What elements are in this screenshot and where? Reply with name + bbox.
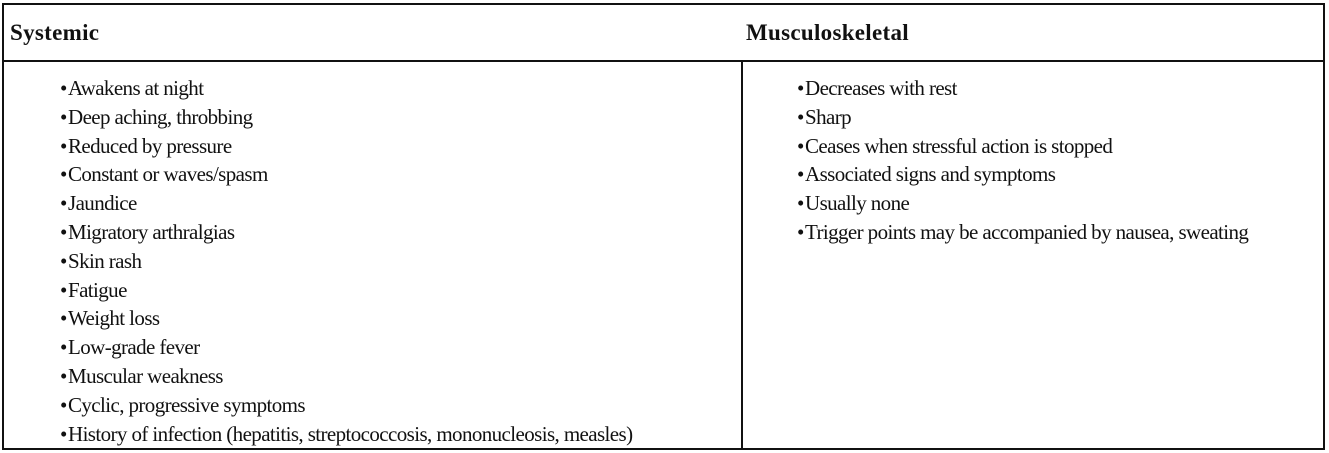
list-item bbox=[60, 218, 632, 247]
list-item bbox=[60, 391, 632, 420]
bullet-icon: • bbox=[60, 104, 67, 129]
list-item bbox=[60, 247, 632, 276]
list-item bbox=[60, 362, 632, 391]
list-item bbox=[60, 132, 632, 161]
bullet-icon: • bbox=[60, 277, 67, 302]
musculoskeletal-list bbox=[797, 74, 1248, 247]
list-item bbox=[60, 420, 632, 449]
list-item-text: History of infection (hepatitis, streptococcosis, mononucleosis, measles) bbox=[68, 421, 633, 446]
bullet-icon: • bbox=[797, 191, 804, 216]
list-item-text: Constant or waves/spasm bbox=[68, 162, 268, 187]
bullet-icon: • bbox=[60, 133, 67, 158]
bullet-icon: • bbox=[797, 162, 804, 187]
bullet-icon: • bbox=[797, 104, 804, 129]
bullet-icon: • bbox=[797, 76, 804, 100]
bullet-icon: • bbox=[60, 363, 67, 388]
list-item-text: Migratory arthralgias bbox=[68, 219, 235, 244]
bullet-icon: • bbox=[60, 191, 67, 216]
bullet-icon: • bbox=[60, 306, 67, 331]
header-systemic: Systemic bbox=[10, 19, 100, 45]
list-item bbox=[797, 160, 1248, 189]
bullet-icon: • bbox=[797, 219, 804, 244]
list-item-text: Associated signs and symptoms bbox=[805, 162, 1056, 187]
list-item-text: Cyclic, progressive symptoms bbox=[68, 392, 305, 417]
list-item bbox=[60, 189, 632, 218]
list-item-text: Sharp bbox=[805, 104, 851, 129]
list-item bbox=[60, 333, 632, 362]
list-item bbox=[797, 132, 1248, 161]
column-divider bbox=[741, 62, 743, 448]
bullet-icon: • bbox=[60, 162, 67, 187]
bullet-icon: • bbox=[60, 219, 67, 244]
systemic-list bbox=[60, 74, 632, 448]
list-item bbox=[60, 160, 632, 189]
list-item bbox=[60, 103, 632, 132]
table-body-row bbox=[4, 62, 1323, 448]
list-item-text: Low-grade fever bbox=[68, 335, 200, 360]
bullet-icon: • bbox=[60, 76, 67, 100]
list-item bbox=[60, 74, 632, 103]
comparison-table bbox=[2, 3, 1325, 450]
list-item-text: Ceases when stressful action is stopped bbox=[805, 133, 1113, 158]
list-item-text: Reduced by pressure bbox=[68, 133, 232, 158]
bullet-icon: • bbox=[797, 133, 804, 158]
list-item-text: Deep aching, throbbing bbox=[68, 104, 253, 129]
bullet-icon: • bbox=[60, 248, 67, 273]
list-item bbox=[797, 103, 1248, 132]
list-item-text: Weight loss bbox=[68, 306, 160, 331]
table-header-row bbox=[4, 5, 1323, 62]
bullet-icon: • bbox=[60, 421, 67, 446]
list-item bbox=[60, 276, 632, 305]
list-item-text: Awakens at night bbox=[68, 76, 204, 100]
list-item-text: Fatigue bbox=[68, 277, 127, 302]
list-item-text: Decreases with rest bbox=[805, 76, 957, 100]
list-item bbox=[797, 189, 1248, 218]
bullet-icon: • bbox=[60, 335, 67, 360]
list-item bbox=[60, 304, 632, 333]
list-item bbox=[797, 218, 1248, 247]
list-item-text: Muscular weakness bbox=[68, 363, 223, 388]
bullet-icon: • bbox=[60, 392, 67, 417]
list-item-text: Trigger points may be accompanied by nausea, sweating bbox=[805, 219, 1249, 244]
list-item-text: Skin rash bbox=[68, 248, 142, 273]
header-musculoskeletal: Musculoskeletal bbox=[746, 19, 909, 45]
list-item-text: Jaundice bbox=[68, 191, 137, 216]
list-item bbox=[797, 74, 1248, 103]
list-item-text: Usually none bbox=[805, 191, 910, 216]
